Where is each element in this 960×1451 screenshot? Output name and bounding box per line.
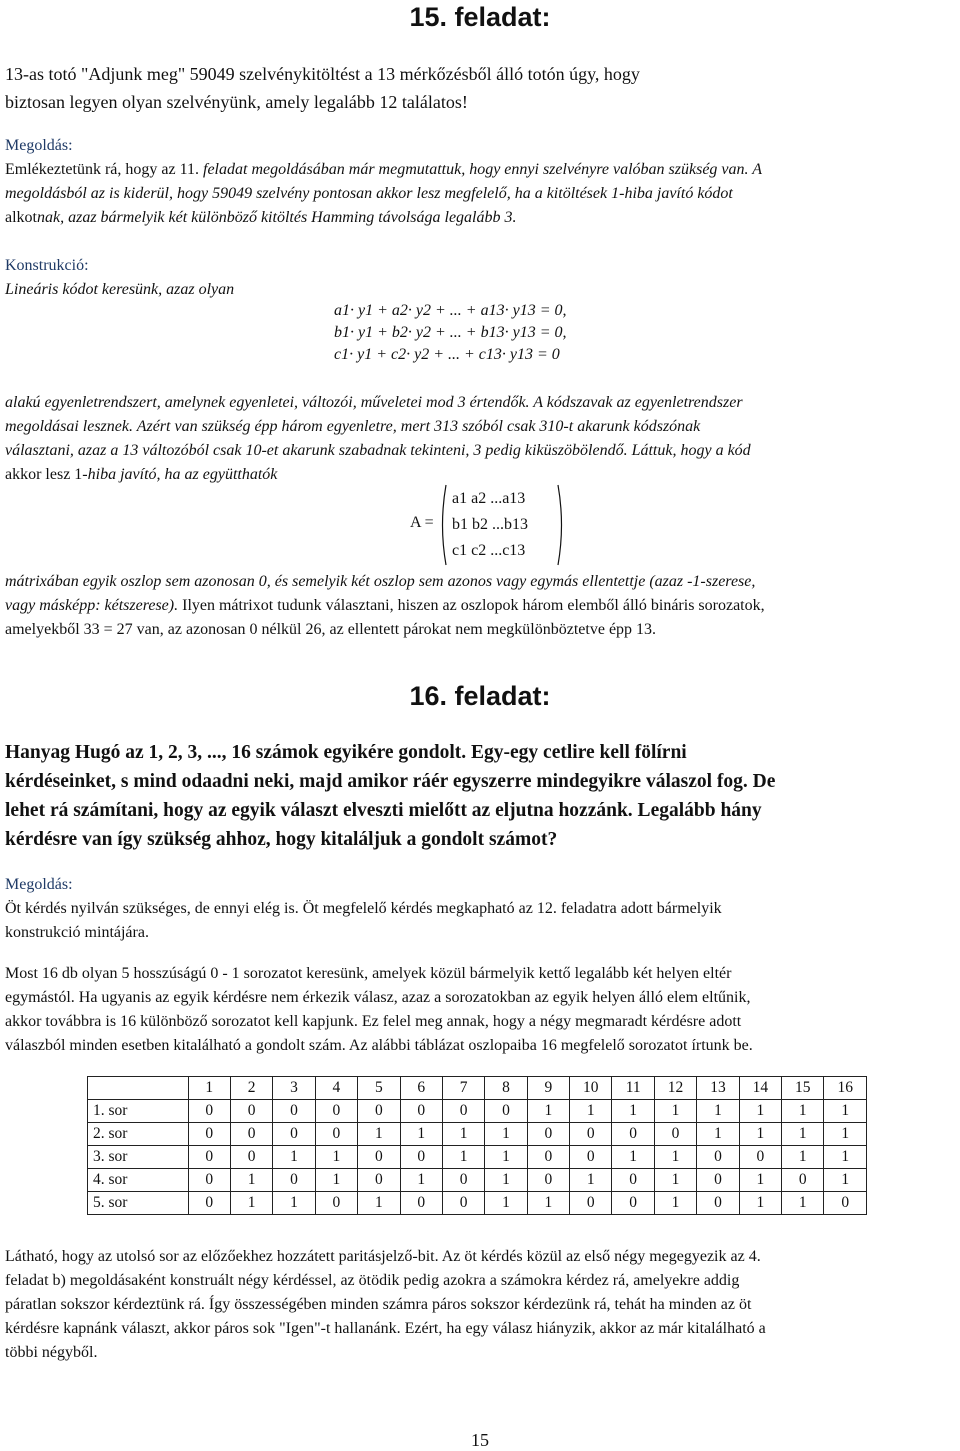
paragraph-line: [5, 594, 955, 618]
matrix-row: b1 b2 ...b13: [452, 516, 528, 533]
matrix-lhs: A =: [410, 514, 434, 531]
table-cell: 1: [697, 1123, 739, 1146]
equation: b1· y1 + b2· y2 + ... + b13· y13 = 0,: [334, 324, 567, 341]
table-cell: 0: [527, 1123, 569, 1146]
text-span: akkor lesz 1-: [5, 466, 88, 483]
problem-16-line: kérdéseinket, s mind odaadni neki, majd amikor ráér egyszerre mindegyikre válaszol fog. De: [5, 771, 776, 792]
table-cell: 0: [442, 1100, 484, 1123]
table-cell: 1: [400, 1169, 442, 1192]
table-cell: 1: [400, 1123, 442, 1146]
table-cell: 1: [315, 1169, 357, 1192]
problem-16: [5, 738, 955, 854]
paragraph-16-2: [5, 962, 955, 1058]
table-cell: 0: [230, 1146, 272, 1169]
table-cell: 1: [697, 1100, 739, 1123]
table-cell: 0: [315, 1100, 357, 1123]
row-label: 4. sor: [88, 1169, 189, 1192]
problem-16-line: Hanyag Hugó az 1, 2, 3, ..., 16 számok egyikére gondolt. Egy-egy cetlire kell fölírni: [5, 742, 687, 763]
table-cell: 0: [273, 1100, 315, 1123]
table-cell: 0: [570, 1192, 612, 1215]
left-paren-icon: [438, 484, 448, 566]
column-header: 3: [273, 1077, 315, 1100]
right-paren-icon: [556, 484, 566, 566]
sequence-table: [87, 1076, 867, 1215]
table-cell: 1: [782, 1100, 824, 1123]
column-header: 11: [612, 1077, 654, 1100]
column-header: 16: [824, 1077, 867, 1100]
text-span: hiba javító, ha az együtthatók: [87, 466, 278, 483]
table-row: [88, 1169, 867, 1192]
table-cell: 0: [442, 1192, 484, 1215]
table-cell: 1: [824, 1169, 867, 1192]
table-cell: 1: [570, 1100, 612, 1123]
text-span: alkot: [5, 209, 37, 226]
table-cell: 1: [358, 1192, 400, 1215]
column-header: 5: [358, 1077, 400, 1100]
table-cell: 0: [273, 1123, 315, 1146]
section-15-title: 15. feladat:: [409, 2, 551, 32]
table-header-row: [88, 1077, 867, 1100]
table-cell: 0: [273, 1169, 315, 1192]
construction-15: [5, 254, 955, 302]
table-cell: 1: [442, 1123, 484, 1146]
solution-line: megoldásból az is kiderül, hogy 59049 szelvény pontosan akkor lesz megfelelő, ha a kitöltések 1-hiba javító kódot: [5, 185, 733, 202]
table-cell: 1: [654, 1169, 696, 1192]
column-header: 7: [442, 1077, 484, 1100]
table-row: [88, 1100, 867, 1123]
table-cell: 0: [824, 1192, 867, 1215]
table-cell: 1: [273, 1192, 315, 1215]
table-cell: 0: [485, 1100, 527, 1123]
table-cell: 0: [527, 1169, 569, 1192]
table-cell: 0: [612, 1123, 654, 1146]
table-cell: 0: [230, 1100, 272, 1123]
problem-16-line: lehet rá számítani, hogy az egyik választ elveszti mielőtt az eljutna hozzánk. Legalább hány: [5, 800, 762, 821]
paragraph-15-3: [5, 570, 955, 642]
table-cell: 0: [654, 1123, 696, 1146]
text-span: Ilyen mátrixot tudunk választani, hiszen az oszlopok három elemből álló bináris sorozatok,: [182, 597, 765, 614]
column-header: 2: [230, 1077, 272, 1100]
table-cell: 0: [442, 1169, 484, 1192]
table-cell: 1: [230, 1192, 272, 1215]
table-cell: 0: [612, 1169, 654, 1192]
column-header: 15: [782, 1077, 824, 1100]
text-span: Emlékeztetünk rá, hogy az 11.: [5, 161, 199, 178]
table-cell: 0: [315, 1192, 357, 1215]
table-cell: 0: [612, 1192, 654, 1215]
column-header: 4: [315, 1077, 357, 1100]
table-cell: 0: [230, 1123, 272, 1146]
solution-label: Megoldás:: [5, 137, 73, 154]
table-cell: 1: [824, 1100, 867, 1123]
paragraph-line: kérdésre kapnánk választ, akkor páros sok "Igen"-t hallanánk. Ezért, ha egy válasz hiányzik, akkor az már kitalálható a: [5, 1320, 766, 1337]
equation: c1· y1 + c2· y2 + ... + c13· y13 = 0: [334, 346, 560, 363]
row-label: 5. sor: [88, 1192, 189, 1215]
table-cell: 0: [739, 1146, 781, 1169]
table-cell: 1: [570, 1169, 612, 1192]
table-cell: 1: [824, 1146, 867, 1169]
coefficient-matrix: [410, 484, 570, 566]
paragraph-line: mátrixában egyik oszlop sem azonosan 0, és semelyik két oszlop sem azonos vagy egymás ellentettje (azaz -1-szerese,: [5, 573, 756, 590]
table-cell: 1: [485, 1169, 527, 1192]
table-cell: 0: [188, 1192, 230, 1215]
table-cell: 0: [400, 1146, 442, 1169]
table-cell: 0: [697, 1169, 739, 1192]
table-cell: 1: [527, 1100, 569, 1123]
paragraph-line: amelyekből 33 = 27 van, az azonosan 0 nélkül 26, az ellentett párokat nem megkülönböztetve épp 13.: [5, 621, 657, 638]
table-cell: 1: [739, 1169, 781, 1192]
table-cell: 0: [188, 1169, 230, 1192]
paragraph-line: Látható, hogy az utolsó sor az előzőekhez hozzátett paritásjelző-bit. Az öt kérdés közül az első négy megegyezik az 4.: [5, 1248, 761, 1265]
construction-line: Lineáris kódot keresünk, azaz olyan: [5, 281, 235, 298]
paragraph-line: válaszból minden esetben kitalálható a gondolt szám. Az alábbi táblázat oszlopaiba 16 megfelelő sorozatot írtunk be.: [5, 1037, 753, 1054]
table-cell: 1: [654, 1100, 696, 1123]
solution-line: [5, 206, 955, 230]
row-label: 2. sor: [88, 1123, 189, 1146]
solution-line: Öt kérdés nyilván szükséges, de ennyi elég is. Öt megfelelő kérdés megkapható az 12. feladatra adott bármelyik: [5, 900, 722, 917]
table-cell: 0: [188, 1123, 230, 1146]
table-cell: 1: [230, 1169, 272, 1192]
matrix-row: a1 a2 ...a13: [452, 490, 526, 507]
equation-system: [334, 300, 567, 366]
table-cell: 0: [400, 1192, 442, 1215]
paragraph-line: feladat b) megoldásaként konstruált négy kérdéssel, az ötödik pedig azokra a számokra kérdez rá, amelyekre addig: [5, 1272, 740, 1289]
column-header: 10: [570, 1077, 612, 1100]
table-cell: 0: [527, 1146, 569, 1169]
table-cell: 1: [315, 1146, 357, 1169]
matrix-row: c1 c2 ...c13: [452, 542, 526, 559]
table-corner-cell: [88, 1077, 189, 1100]
solution-line: [5, 158, 955, 182]
table-body: [88, 1077, 867, 1215]
table-cell: 0: [188, 1100, 230, 1123]
column-header: 13: [697, 1077, 739, 1100]
paragraph-line: alakú egyenletrendszert, amelynek egyenletei, változói, műveletei mod 3 értendők. A kódszavak az egyenletrendszer: [5, 394, 743, 411]
table-row: [88, 1123, 867, 1146]
construction-label: Konstrukció:: [5, 257, 89, 274]
table-cell: 1: [824, 1123, 867, 1146]
paragraph-line: akkor továbbra is 16 különböző sorozatot kell kapjunk. Ez felel meg annak, hogy a négy megmaradt kérdésre adott: [5, 1013, 742, 1030]
paragraph-line: páratlan sokszor kérdeztünk rá. Így összességében minden számra páros sokszor kérdezünk rá, tehát ha minden az öt: [5, 1296, 752, 1313]
row-label: 1. sor: [88, 1100, 189, 1123]
table-cell: 0: [570, 1146, 612, 1169]
table-cell: 1: [654, 1146, 696, 1169]
paragraph-line: megoldásai lesznek. Azért van szükség épp három egyenletre, mert 313 szóból csak 310-t akarunk kódszónak: [5, 418, 701, 435]
table-cell: 1: [782, 1192, 824, 1215]
equation: a1· y1 + a2· y2 + ... + a13· y13 = 0,: [334, 302, 567, 319]
paragraph-line: egymástól. Ha ugyanis az egyik kérdésre nem érkezik válasz, azaz a sorozatokban az egyik helyen álló elem eltűnik,: [5, 989, 751, 1006]
column-header: 1: [188, 1077, 230, 1100]
table-cell: 1: [739, 1192, 781, 1215]
column-header: 14: [739, 1077, 781, 1100]
problem-15-line: 13-as totó "Adjunk meg" 59049 szelvénykitöltést a 13 mérkőzésből álló totón úgy, hogy: [5, 64, 640, 84]
column-header: 12: [654, 1077, 696, 1100]
table-cell: 1: [612, 1146, 654, 1169]
table-cell: 0: [358, 1146, 400, 1169]
table-cell: 1: [485, 1146, 527, 1169]
text-span: vagy másképp: kétszerese).: [5, 597, 183, 614]
table-cell: 1: [739, 1100, 781, 1123]
paragraph-16-3: [5, 1245, 955, 1365]
section-16-title: 16. feladat:: [409, 681, 551, 711]
solution-15: [5, 134, 955, 230]
table-cell: 1: [782, 1123, 824, 1146]
table-cell: 0: [315, 1123, 357, 1146]
table-cell: 0: [570, 1123, 612, 1146]
row-label: 3. sor: [88, 1146, 189, 1169]
column-header: 8: [485, 1077, 527, 1100]
table-cell: 0: [188, 1146, 230, 1169]
text-span: feladat megoldásában már megmutattuk, hogy ennyi szelvényre valóban szükség van. A: [199, 161, 762, 178]
table-cell: 0: [358, 1100, 400, 1123]
table-cell: 0: [697, 1146, 739, 1169]
table-row: [88, 1146, 867, 1169]
paragraph-line: választani, azaz a 13 változóból csak 10-et akarunk szabadnak tekinteni, 3 pedig kiküszöbölendő. Láttuk, hogy a kód: [5, 442, 751, 459]
table-cell: 0: [697, 1192, 739, 1215]
table-cell: 1: [358, 1123, 400, 1146]
table-cell: 1: [654, 1192, 696, 1215]
table-cell: 0: [400, 1100, 442, 1123]
table-cell: 1: [485, 1192, 527, 1215]
solution-line: konstrukció mintájára.: [5, 924, 149, 941]
paragraph-line: többi négyből.: [5, 1344, 98, 1361]
problem-16-line: kérdésre van így szükség ahhoz, hogy kitaláljuk a gondolt számot?: [5, 829, 558, 850]
problem-15-line: biztosan legyen olyan szelvényünk, amely legalább 12 találatos!: [5, 92, 468, 112]
table-cell: 1: [782, 1146, 824, 1169]
solution-label: Megoldás:: [5, 876, 73, 893]
table-cell: 1: [273, 1146, 315, 1169]
table-row: [88, 1192, 867, 1215]
page-number: 15: [471, 1430, 489, 1450]
paragraph-line: Most 16 db olyan 5 hosszúságú 0 - 1 sorozatot keresünk, amelyek közül bármelyik kettő legalább két helyen eltér: [5, 965, 732, 982]
problem-15: [5, 60, 955, 116]
table-cell: 1: [739, 1123, 781, 1146]
paragraph-15-2: [5, 391, 955, 487]
text-span: nak, azaz bármelyik két különböző kitöltés Hamming távolsága legalább 3.: [37, 209, 517, 226]
column-header: 9: [527, 1077, 569, 1100]
table-cell: 0: [782, 1169, 824, 1192]
table-cell: 1: [442, 1146, 484, 1169]
column-header: 6: [400, 1077, 442, 1100]
solution-16: [5, 873, 955, 945]
table-cell: 0: [358, 1169, 400, 1192]
table-cell: 1: [527, 1192, 569, 1215]
table-cell: 1: [485, 1123, 527, 1146]
table-cell: 1: [612, 1100, 654, 1123]
matrix-rows: [452, 486, 528, 564]
